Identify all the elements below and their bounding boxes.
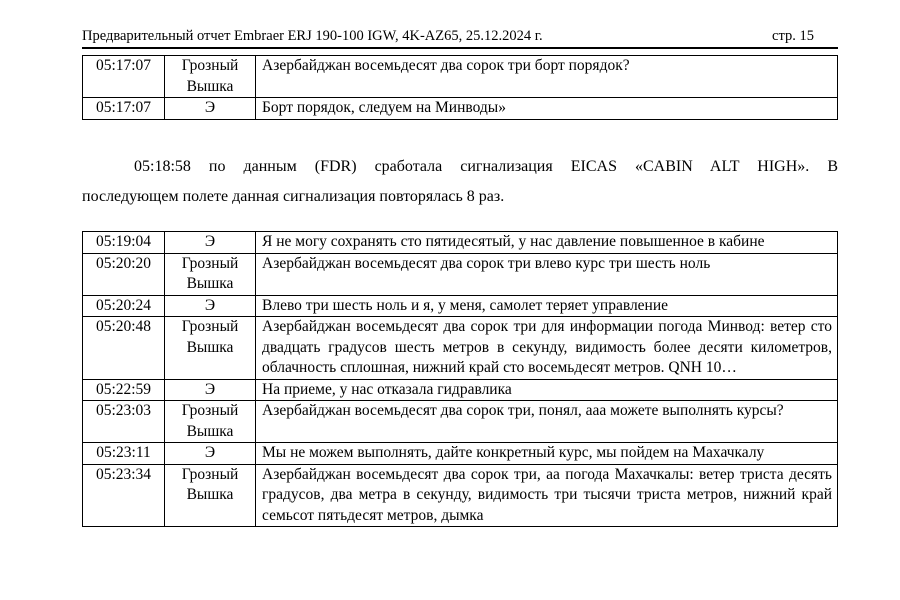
header-divider — [82, 47, 838, 49]
speaker-cell: Э — [165, 232, 256, 254]
report-header-title: Предварительный отчет Embraer ERJ 190-100 IGW, 4K-AZ65, 25.12.2024 г. — [82, 28, 543, 44]
message-cell: Я не могу сохранять сто пятидесятый, у нас давление повышенное в кабине — [256, 232, 838, 254]
table-row — [83, 443, 838, 465]
paragraph-line: последующем полете данная сигнализация повторялась 8 раз. — [82, 188, 505, 205]
time-cell: 05:23:11 — [83, 443, 165, 465]
table-row — [83, 401, 838, 443]
speaker-cell: Грозный Вышка — [165, 253, 256, 295]
time-cell: 05:22:59 — [83, 379, 165, 401]
message-cell: Азербайджан восемьдесят два сорок три влево курс три шесть ноль — [256, 253, 838, 295]
time-cell: 05:17:07 — [83, 98, 165, 120]
table-row — [83, 295, 838, 317]
time-cell: 05:19:04 — [83, 232, 165, 254]
time-cell: 05:17:07 — [83, 56, 165, 98]
time-cell: 05:23:34 — [83, 464, 165, 527]
speaker-cell: Э — [165, 98, 256, 120]
message-cell: Азербайджан восемьдесят два сорок три, понял, ааа можете выполнять курсы? — [256, 401, 838, 443]
table-row — [83, 98, 838, 120]
message-cell: Борт порядок, следуем на Минводы» — [256, 98, 838, 120]
body-paragraph — [82, 152, 838, 212]
message-cell: Мы не можем выполнять, дайте конкретный курс, мы пойдем на Махачкалу — [256, 443, 838, 465]
speaker-cell: Грозный Вышка — [165, 56, 256, 98]
message-cell: Азербайджан восемьдесят два сорок три для информации погода Минвод: ветер сто двадцать градусов шесть метров в секунду, видимость более десяти километров, облачность сплошная, нижний край сто восемьдесят метров. QNH 10… — [256, 317, 838, 380]
speaker-cell: Грозный Вышка — [165, 464, 256, 527]
message-cell: Влево три шесть ноль и я, у меня, самолет теряет управление — [256, 295, 838, 317]
table-row — [83, 253, 838, 295]
table-row — [83, 379, 838, 401]
transcript-table-1 — [82, 55, 838, 120]
message-cell: Азербайджан восемьдесят два сорок три борт порядок? — [256, 56, 838, 98]
table-row — [83, 464, 838, 527]
speaker-cell: Э — [165, 295, 256, 317]
time-cell: 05:20:48 — [83, 317, 165, 380]
table-row — [83, 317, 838, 380]
transcript-table-2 — [82, 231, 838, 527]
table-row — [83, 56, 838, 98]
table-row — [83, 232, 838, 254]
page-number: стр. 15 — [772, 28, 814, 44]
speaker-cell: Э — [165, 379, 256, 401]
message-cell: На приеме, у нас отказала гидравлика — [256, 379, 838, 401]
speaker-cell: Грозный Вышка — [165, 401, 256, 443]
time-cell: 05:20:24 — [83, 295, 165, 317]
time-cell: 05:23:03 — [83, 401, 165, 443]
speaker-cell: Грозный Вышка — [165, 317, 256, 380]
message-cell: Азербайджан восемьдесят два сорок три, аа погода Махачкалы: ветер триста десять градусов, два метра в секунду, видимость три тысячи триста метров, нижний край семьсот пятьдесят метров, дымка — [256, 464, 838, 527]
time-cell: 05:20:20 — [83, 253, 165, 295]
speaker-cell: Э — [165, 443, 256, 465]
paragraph-line: 05:18:58 по данным (FDR) сработала сигнализация EICAS «CABIN ALT HIGH». В — [134, 158, 838, 175]
